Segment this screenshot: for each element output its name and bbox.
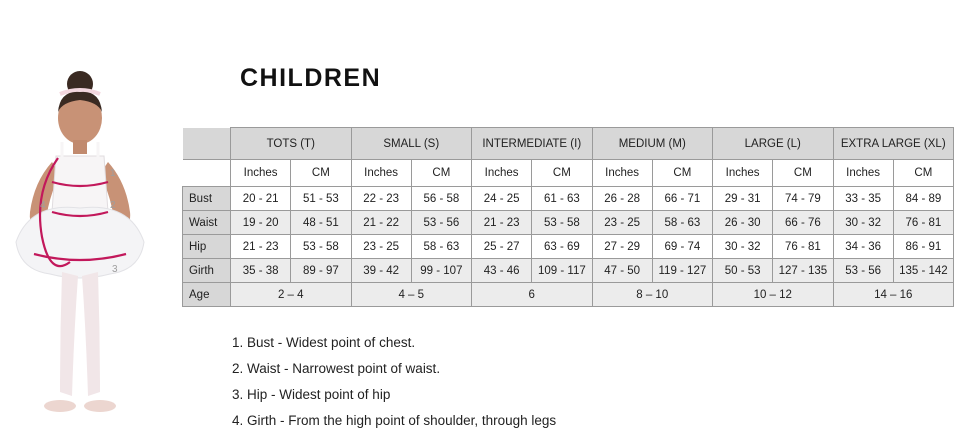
unit-cm: CM — [893, 160, 953, 187]
unit-inches: Inches — [231, 160, 291, 187]
size-header-extra-large: EXTRA LARGE (XL) — [833, 128, 954, 160]
table-cell: 48 - 51 — [291, 211, 351, 235]
table-cell: 35 - 38 — [231, 259, 291, 283]
note-waist: 2. Waist - Narrowest point of waist. — [232, 361, 441, 376]
note-bust: 1. Bust - Widest point of chest. — [232, 335, 416, 350]
age-row — [183, 283, 954, 307]
tutu — [16, 207, 144, 278]
table-cell: 30 - 32 — [713, 235, 773, 259]
table-cell: 69 - 74 — [652, 235, 712, 259]
table-cell: 53 - 58 — [291, 235, 351, 259]
table-cell: 58 - 63 — [411, 235, 471, 259]
table-cell: 39 - 42 — [351, 259, 411, 283]
table-row — [183, 235, 954, 259]
marker-2: 2 — [110, 200, 116, 211]
unit-cm: CM — [532, 160, 592, 187]
unit-cm: CM — [652, 160, 712, 187]
table-cell: 84 - 89 — [893, 187, 953, 211]
table-row — [183, 211, 954, 235]
table-cell: 29 - 31 — [713, 187, 773, 211]
table-row — [183, 259, 954, 283]
table-cell: 86 - 91 — [893, 235, 953, 259]
table-cell: 20 - 21 — [231, 187, 291, 211]
table-cell: 51 - 53 — [291, 187, 351, 211]
note-girth: 4. Girth - From the high point of shoulder, through legs — [232, 413, 557, 428]
table-cell: 19 - 20 — [231, 211, 291, 235]
table-cell: 23 - 25 — [351, 235, 411, 259]
table-cell: 26 - 28 — [592, 187, 652, 211]
table-cell: 21 - 23 — [472, 211, 532, 235]
right-shoe — [84, 400, 116, 412]
row-label: Bust — [183, 187, 231, 211]
age-cell: 8 – 10 — [592, 283, 713, 307]
table-cell: 63 - 69 — [532, 235, 592, 259]
unit-inches: Inches — [351, 160, 411, 187]
marker-3: 3 — [112, 264, 118, 275]
row-label: Girth — [183, 259, 231, 283]
marker-1: 1 — [110, 168, 116, 179]
size-header-small: SMALL (S) — [351, 128, 472, 160]
child-measurement-figure — [0, 62, 160, 422]
unit-cm: CM — [411, 160, 471, 187]
table-row — [183, 187, 954, 211]
size-header-medium: MEDIUM (M) — [592, 128, 713, 160]
right-leg — [82, 272, 100, 396]
table-cell: 21 - 22 — [351, 211, 411, 235]
table-cell: 53 - 56 — [833, 259, 893, 283]
table-cell: 56 - 58 — [411, 187, 471, 211]
table-cell: 109 - 117 — [532, 259, 592, 283]
table-cell: 22 - 23 — [351, 187, 411, 211]
table-cell: 34 - 36 — [833, 235, 893, 259]
unit-cm: CM — [291, 160, 351, 187]
size-chart-table — [182, 127, 954, 307]
table-cell: 76 - 81 — [893, 211, 953, 235]
table-cell: 66 - 71 — [652, 187, 712, 211]
row-label: Hip — [183, 235, 231, 259]
table-cell: 61 - 63 — [532, 187, 592, 211]
row-label: Age — [183, 283, 231, 307]
note-hip: 3. Hip - Widest point of hip — [232, 387, 391, 402]
unit-inches: Inches — [472, 160, 532, 187]
marker-4: 4 — [40, 200, 46, 211]
left-shoe — [44, 400, 76, 412]
measurement-notes — [232, 330, 556, 434]
unit-inches: Inches — [592, 160, 652, 187]
table-cell: 135 - 142 — [893, 259, 953, 283]
table-cell: 21 - 23 — [231, 235, 291, 259]
age-cell: 10 – 12 — [713, 283, 834, 307]
table-cell: 50 - 53 — [713, 259, 773, 283]
table-cell: 74 - 79 — [773, 187, 833, 211]
table-cell: 119 - 127 — [652, 259, 712, 283]
unit-inches: Inches — [713, 160, 773, 187]
table-cell: 127 - 135 — [773, 259, 833, 283]
row-label: Waist — [183, 211, 231, 235]
size-header-tots: TOTS (T) — [231, 128, 352, 160]
table-cell: 25 - 27 — [472, 235, 532, 259]
table-cell: 47 - 50 — [592, 259, 652, 283]
corner-cell-2 — [183, 160, 231, 187]
size-group-header-row — [183, 128, 954, 160]
table-cell: 58 - 63 — [652, 211, 712, 235]
unit-header-row — [183, 160, 954, 187]
measurement-rows — [183, 187, 954, 307]
table-cell: 53 - 56 — [411, 211, 471, 235]
age-cell: 2 – 4 — [231, 283, 352, 307]
left-leg — [60, 272, 78, 396]
table-cell: 23 - 25 — [592, 211, 652, 235]
age-cell: 4 – 5 — [351, 283, 472, 307]
table-cell: 27 - 29 — [592, 235, 652, 259]
size-header-large: LARGE (L) — [713, 128, 834, 160]
table-cell: 66 - 76 — [773, 211, 833, 235]
table-cell: 24 - 25 — [472, 187, 532, 211]
age-cell: 14 – 16 — [833, 283, 954, 307]
table-cell: 30 - 32 — [833, 211, 893, 235]
table-cell: 33 - 35 — [833, 187, 893, 211]
corner-cell — [183, 128, 231, 160]
table-cell: 89 - 97 — [291, 259, 351, 283]
neck — [73, 140, 87, 154]
table-cell: 99 - 107 — [411, 259, 471, 283]
unit-cm: CM — [773, 160, 833, 187]
table-cell: 43 - 46 — [472, 259, 532, 283]
size-header-intermediate: INTERMEDIATE (I) — [472, 128, 593, 160]
age-cell: 6 — [472, 283, 593, 307]
table-cell: 76 - 81 — [773, 235, 833, 259]
unit-inches: Inches — [833, 160, 893, 187]
table-cell: 26 - 30 — [713, 211, 773, 235]
table-cell: 53 - 58 — [532, 211, 592, 235]
page-title: CHILDREN — [240, 64, 382, 92]
